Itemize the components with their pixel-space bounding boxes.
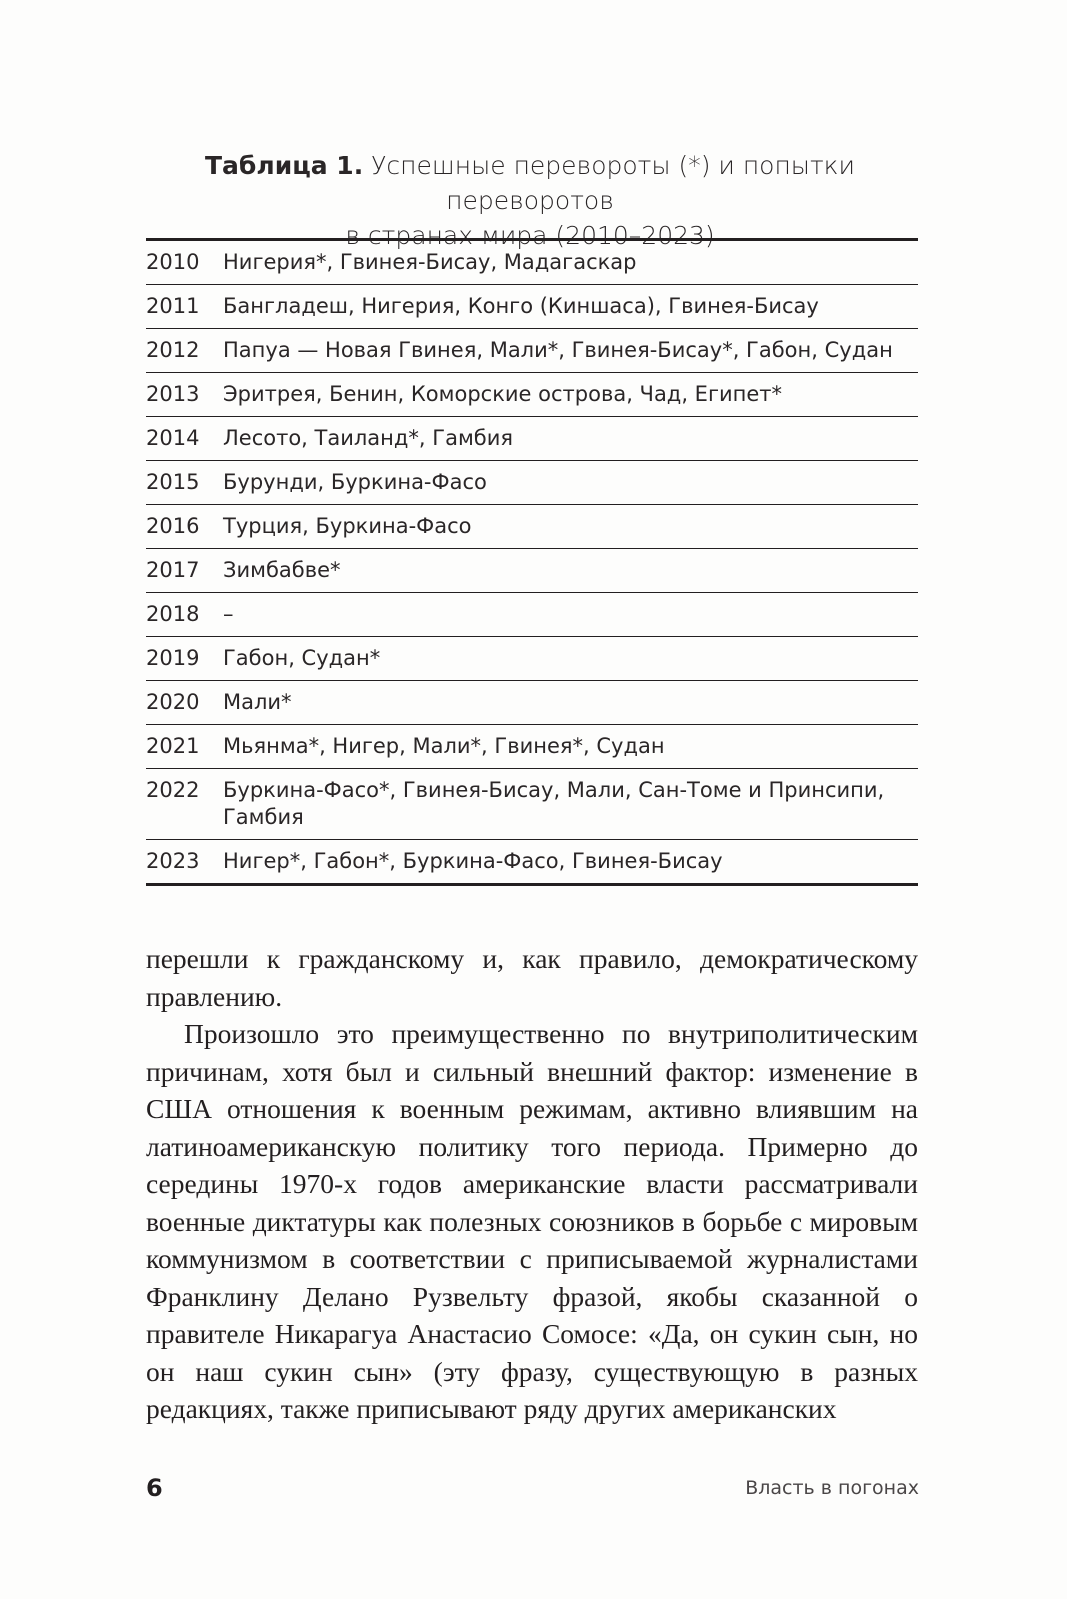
table-row (146, 593, 918, 637)
countries-cell: Турция, Буркина-Фасо (223, 514, 472, 538)
table-row (146, 417, 918, 461)
countries-cell: Эритрея, Бенин, Коморские острова, Чад, Египет* (223, 382, 783, 406)
year-cell: 2023 (146, 849, 200, 873)
year-cell: 2016 (146, 514, 200, 538)
countries-cell: Лесото, Таиланд*, Гамбия (223, 426, 514, 450)
running-title: Власть в погонах (745, 1477, 919, 1499)
caption-line1: Успешные перевороты (*) и попытки переворотов (371, 151, 855, 215)
year-cell: 2019 (146, 646, 200, 670)
table-row (146, 285, 918, 329)
year-cell: 2010 (146, 250, 200, 274)
countries-cell: Бурунди, Буркина-Фасо (223, 470, 487, 494)
table-row (146, 840, 918, 885)
year-cell: 2015 (146, 470, 200, 494)
caption-label: Таблица 1. (205, 151, 364, 180)
paragraph: Произошло это преимущественно по внутриполитическим причинам, хотя был и сильный внешний фактор: изменение в США отношения к военным режимам, активно влиявшим на латиноамериканскую политику того периода. Примерно до середины 1970-х годов американские власти рассматривали военные диктатуры как полезных союзников в борьбе с мировым коммунизмом в соответствии с приписываемой журналистами Франклину Делано Рузвельту фразой, якобы сказанной о правителе Никарагуа Анастасио Сомосе: «Да, он сукин сын, но он наш сукин сын» (эту фразу, существующую в разных редакциях, также приписывают ряду других американских (146, 1018, 918, 1424)
year-cell: 2021 (146, 734, 200, 758)
paragraph-continuation: перешли к гражданскому и, как правило, демократическому правлению. (146, 943, 918, 1012)
year-cell: 2011 (146, 294, 200, 318)
coups-table (146, 238, 918, 886)
year-cell: 2014 (146, 426, 200, 450)
countries-cell: – (223, 602, 234, 626)
body-text (146, 940, 918, 1428)
table-row (146, 549, 918, 593)
caption-line2: в странах мира (2010–2023) (345, 221, 715, 250)
countries-cell: Мьянма*, Нигер, Мали*, Гвинея*, Судан (223, 734, 665, 758)
table-row (146, 769, 918, 840)
table-row (146, 329, 918, 373)
table-row (146, 373, 918, 417)
year-cell: 2012 (146, 338, 200, 362)
countries-cell: Нигер*, Габон*, Буркина-Фасо, Гвинея-Бисау (223, 849, 723, 873)
countries-cell: Нигерия*, Гвинея-Бисау, Мадагаскар (223, 250, 637, 274)
countries-cell: Бангладеш, Нигерия, Конго (Киншаса), Гвинея-Бисау (223, 294, 819, 318)
page-number: 6 (146, 1474, 163, 1502)
table-row (146, 681, 918, 725)
countries-cell: Зимбабве* (223, 558, 341, 582)
year-cell: 2013 (146, 382, 200, 406)
table-row (146, 725, 918, 769)
countries-cell: Мали* (223, 690, 292, 714)
countries-cell: Буркина-Фасо*, Гвинея-Бисау, Мали, Сан-Томе и Принсипи, Гамбия (223, 778, 885, 829)
table-row (146, 637, 918, 681)
year-cell: 2022 (146, 778, 200, 802)
table-row (146, 240, 918, 285)
year-cell: 2017 (146, 558, 200, 582)
countries-cell: Папуа — Новая Гвинея, Мали*, Гвинея-Бисау*, Габон, Судан (223, 338, 893, 362)
year-cell: 2020 (146, 690, 200, 714)
table-row (146, 461, 918, 505)
year-cell: 2018 (146, 602, 200, 626)
table-row (146, 505, 918, 549)
countries-cell: Габон, Судан* (223, 646, 381, 670)
